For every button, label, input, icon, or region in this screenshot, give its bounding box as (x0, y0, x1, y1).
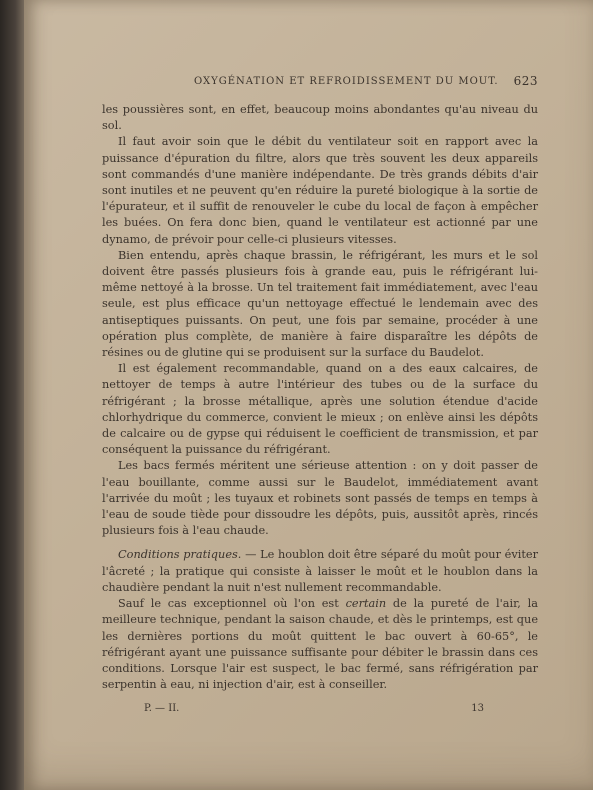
page-footer (102, 703, 538, 721)
page-body (102, 102, 538, 693)
paragraph-technique (102, 596, 538, 693)
sheet-number: 13 (471, 703, 484, 715)
page-header (102, 74, 538, 94)
emphasis-word: certain (345, 597, 387, 611)
section-label: Conditions pratiques. (118, 548, 242, 562)
book-page (24, 0, 593, 790)
paragraph-closed-tanks: Les bacs fermés méritent une sérieuse attention : on y doit passer de l'eau bouillante, comme aussi sur le Baudelot, immédiatement avant l'arrivée du moût ; les tuyaux et robinets sont passés de temps en temps à l'eau de soude tiède pour dissoudre les dépôts, puis, aussitôt après, rincés plusieurs fois à l'eau chaude. (102, 459, 538, 538)
page-text-block (102, 74, 538, 721)
paragraph-technique-end: de la pureté de l'air, la meilleure technique, pendant la saison chaude, et dès le printemps, est que les dernières portions du moût quittent le bac ouvert à 60-65°, le réfrigérant ayant une puissance suffisante pour débiter le brassin dans ces conditions. Lorsque l'air est suspect, le bac fermé, sans réfrigération par serpentin à eau, ni injection d'air, est à conseiller. (102, 597, 538, 692)
paragraph-technique-start: Sauf le cas exceptionnel où l'on est (118, 597, 346, 611)
paragraph-cleaning: Bien entendu, après chaque brassin, le réfrigérant, les murs et le sol doivent être passés plusieurs fois à grande eau, puis le réfrigérant lui-même nettoyé à la brosse. Un tel traitement fait immédiatement, avec l'eau seule, est plus efficace qu'un nettoyage effectué le lendemain avec des antiseptiques puissants. On peut, une fois par semaine, procéder à une opération plus complète, de manière à faire disparaître les dépôts de résines ou de glutine qui se produisent sur la surface du Baudelot. (102, 248, 538, 360)
running-title: OXYGÉNATION ET REFROIDISSEMENT DU MOUT. (194, 76, 499, 87)
signature-mark: P. — II. (144, 703, 180, 715)
paragraph-calcareous-water: Il est également recommandable, quand on a des eaux calcaires, de nettoyer de temps à autre l'intérieur des tubes ou de la surface du réfrigérant ; la brosse métallique, après une solution étendue d'acide chlorhydrique du commerce, convient le mieux ; on enlève ainsi les dépôts de calcaire ou de gypse qui réduisent le coefficient de transmission, et par conséquent la puissance du réfrigérant. (102, 362, 538, 457)
paragraph-practical-text: — Le houblon doit être séparé du moût pour éviter l'âcreté ; la pratique qui consiste à laisser le moût et le houblon dans la chaudière pendant la nuit n'est nullement recommandable. (102, 548, 538, 594)
paragraph-ventilator: Il faut avoir soin que le débit du ventilateur soit en rapport avec la puissance d'épuration du filtre, alors que très souvent les deux appareils sont commandés d'une manière indépendante. De très grands débits d'air sont inutiles et ne peuvent qu'en réduire la pureté biologique à la sortie de l'épurateur, et il suffit de renouveler le cube du local de façon à empêcher les buées. On fera donc bien, quand le ventilateur est actionné par une dynamo, de prévoir pour celle-ci plusieurs vitesses. (102, 135, 538, 246)
paragraph-practical-conditions (102, 547, 538, 596)
paragraph-continuation: les poussières sont, en effet, beaucoup moins abondantes qu'au niveau du sol. (102, 103, 538, 133)
page-number: 623 (513, 74, 538, 88)
